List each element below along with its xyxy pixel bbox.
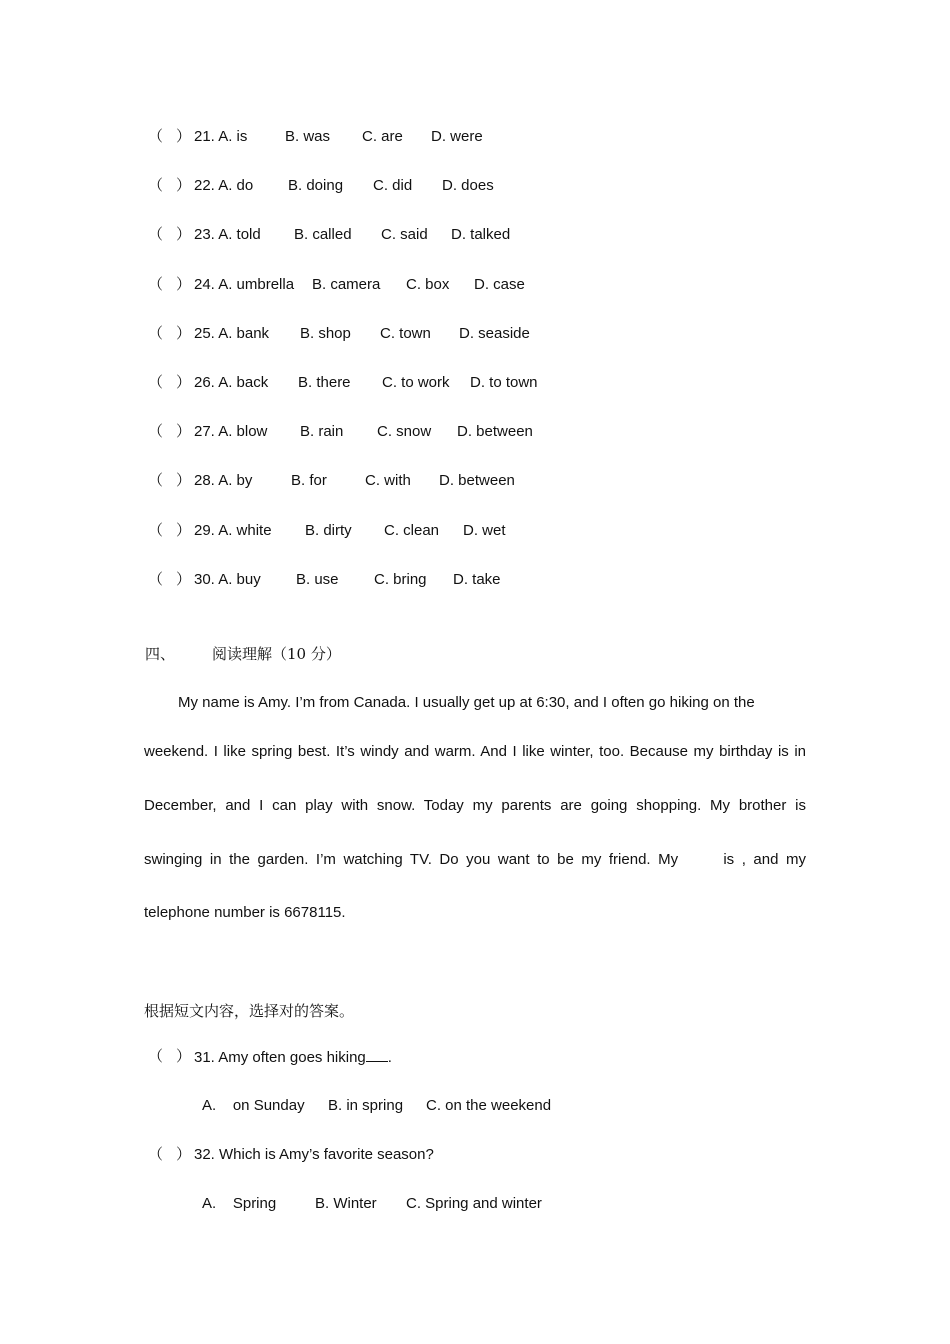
option-b: B. in spring (328, 1097, 404, 1114)
option-d: D. take (453, 571, 501, 588)
option-a: A. Spring (202, 1195, 277, 1212)
answer-bracket-close: ） (176, 128, 192, 145)
option-b: B. Winter (315, 1195, 377, 1212)
answer-bracket-open: （ (148, 128, 164, 145)
option-c: C. Spring and winter (406, 1195, 542, 1212)
instruction: 根据短文内容，选择对的答案。 (144, 1002, 355, 1020)
option-d: D. between (457, 423, 533, 440)
section-number: 四、 (145, 645, 176, 663)
section-title: 阅读理解（10 分） (212, 645, 341, 663)
option-a: 30. A. buy (194, 571, 261, 588)
passage-line-1: My name is Amy. I’m from Canada. I usually get up at 6:30, and I often go hiking on the (178, 694, 755, 711)
question-31-text: 31. Amy often goes hiking (194, 1049, 366, 1066)
passage-line-2: weekend. I like spring best. It’s windy and warm. And I like winter, too. Because my birthday is in (144, 743, 806, 760)
option-c: C. snow (377, 423, 432, 440)
answer-bracket-close: ） (176, 276, 192, 293)
option-a: 24. A. umbrella (194, 276, 295, 293)
option-c: C. said (381, 226, 428, 243)
answer-bracket-close: ） (176, 522, 192, 539)
option-b: B. doing (288, 177, 344, 194)
option-c: C. clean (384, 522, 440, 539)
option-a: 22. A. do (194, 177, 254, 194)
option-a: 25. A. bank (194, 325, 270, 342)
answer-bracket-close: ） (176, 226, 192, 243)
answer-bracket-open: （ (148, 1146, 164, 1163)
answer-bracket-open: （ (148, 374, 164, 391)
option-d: D. seaside (459, 325, 530, 342)
answer-bracket-close: ） (176, 571, 192, 588)
option-a: 29. A. white (194, 522, 272, 539)
option-b: B. dirty (305, 522, 352, 539)
option-a: 21. A. is (194, 128, 248, 145)
option-c: C. box (406, 276, 450, 293)
option-a: 26. A. back (194, 374, 269, 391)
option-b: B. camera (312, 276, 381, 293)
answer-bracket-open: （ (148, 325, 164, 342)
answer-bracket-open: （ (148, 522, 164, 539)
option-a: A. on Sunday (202, 1097, 305, 1114)
option-a: 23. A. told (194, 226, 261, 243)
option-b: B. rain (300, 423, 344, 440)
option-a: 27. A. blow (194, 423, 268, 440)
answer-bracket-open: （ (148, 571, 164, 588)
option-b: B. shop (300, 325, 351, 342)
passage-line-4: swinging in the garden. I’m watching TV. Do you want to be my friend. My is , and my (144, 851, 806, 868)
option-c: C. did (373, 177, 413, 194)
option-c: C. bring (374, 571, 427, 588)
answer-bracket-close: ） (176, 177, 192, 194)
option-d: D. case (474, 276, 525, 293)
option-d: D. between (439, 472, 515, 489)
answer-bracket-close: ） (176, 1146, 192, 1163)
option-b: B. for (291, 472, 327, 489)
option-b: B. called (294, 226, 352, 243)
option-d: D. to town (470, 374, 538, 391)
answer-bracket-open: （ (148, 423, 164, 440)
option-b: B. there (298, 374, 351, 391)
passage-line-3: December, and I can play with snow. Today my parents are going shopping. My brother is (144, 797, 806, 814)
option-b: B. use (296, 571, 339, 588)
answer-bracket-open: （ (148, 177, 164, 194)
option-d: D. talked (451, 226, 511, 243)
answer-bracket-close: ） (176, 325, 192, 342)
answer-blank (366, 1046, 388, 1062)
answer-bracket-close: ） (176, 472, 192, 489)
answer-bracket-open: （ (148, 276, 164, 293)
question-31-period: . (387, 1049, 392, 1066)
answer-bracket-open: （ (148, 226, 164, 243)
answer-bracket-open: （ (148, 1048, 164, 1065)
option-c: C. with (365, 472, 411, 489)
option-d: D. does (442, 177, 494, 194)
answer-bracket-close: ） (176, 374, 192, 391)
option-c: C. to work (382, 374, 450, 391)
option-c: C. town (380, 325, 431, 342)
answer-bracket-close: ） (176, 1048, 192, 1065)
option-d: D. were (431, 128, 483, 145)
answer-bracket-close: ） (176, 423, 192, 440)
question-text (194, 1046, 392, 1069)
answer-bracket-open: （ (148, 472, 164, 489)
question-text: 32. Which is Amy’s favorite season? (194, 1146, 434, 1163)
passage-line-5: telephone number is 6678115. (144, 904, 346, 921)
option-c: C. are (362, 128, 403, 145)
option-a: 28. A. by (194, 472, 253, 489)
option-b: B. was (285, 128, 331, 145)
option-c: C. on the weekend (426, 1097, 552, 1114)
option-d: D. wet (463, 522, 506, 539)
